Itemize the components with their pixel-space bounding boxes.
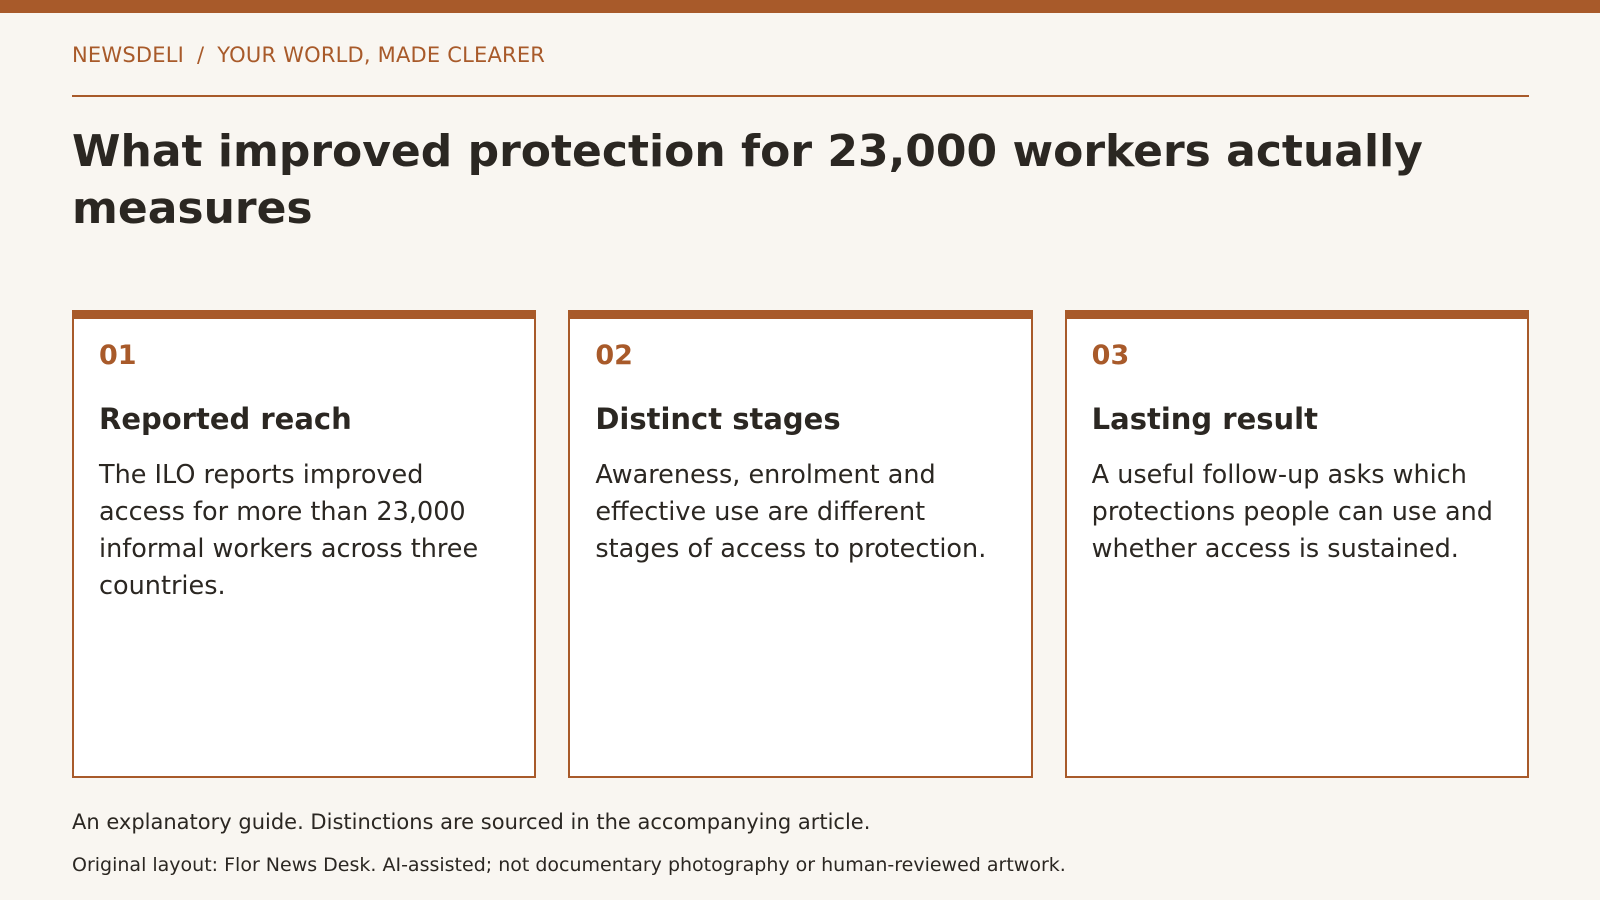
header-divider: [72, 95, 1529, 97]
card-title: Lasting result: [1091, 402, 1318, 436]
footnote: An explanatory guide. Distinctions are sourced in the accompanying article.: [72, 810, 871, 834]
card-lasting-result: [1065, 310, 1529, 778]
credit-line: Original layout: Flor News Desk. AI-assisted; not documentary photography or human-reviewed artwork.: [72, 854, 1066, 876]
card-number: 02: [595, 340, 633, 371]
kicker: [72, 43, 545, 67]
card-body: The ILO reports improved access for more than 23,000 informal workers across three countries.: [99, 460, 479, 601]
brand-tagline: YOUR WORLD, MADE CLEARER: [217, 43, 546, 67]
top-accent-bar: [0, 0, 1600, 13]
card-distinct-stages: [568, 310, 1032, 778]
card-body: Awareness, enrolment and effective use are different stages of access to protection.: [595, 460, 987, 564]
card-number: 03: [1091, 340, 1130, 371]
card-body: A useful follow-up asks which protections people can use and whether access is sustained.: [1091, 460, 1493, 564]
card-title: Distinct stages: [595, 402, 841, 436]
brand-name: NEWSDELI: [72, 43, 185, 67]
card-reported-reach: [72, 310, 536, 778]
kicker-separator: /: [197, 43, 205, 67]
card-row: [72, 310, 1529, 778]
card-title: Reported reach: [99, 402, 352, 436]
headline: What improved protection for 23,000 workers actually measures: [72, 126, 1423, 234]
card-number: 01: [99, 340, 137, 371]
